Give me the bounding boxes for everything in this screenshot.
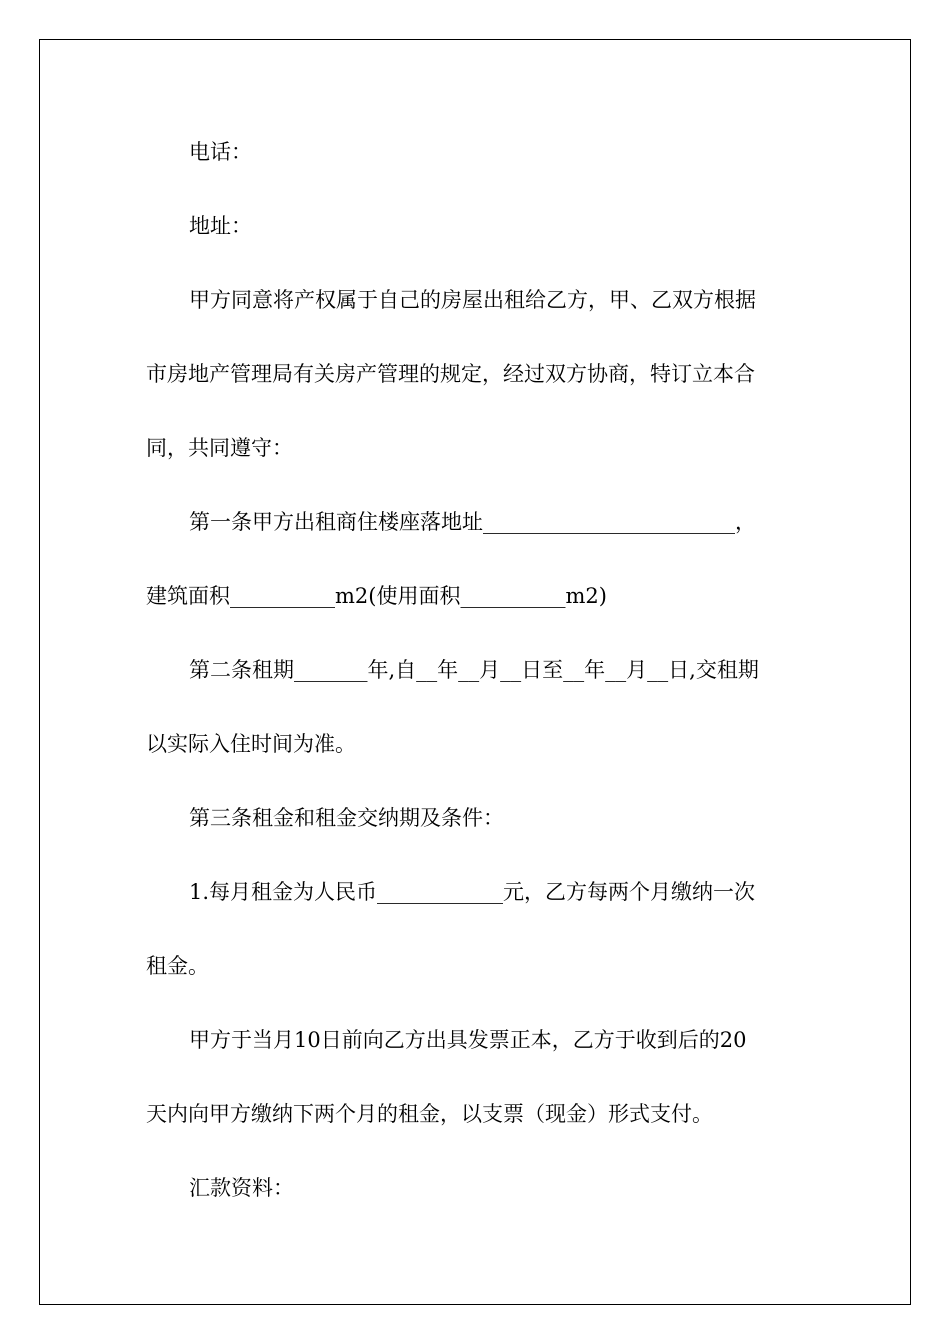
article-2-line-1: 第二条租期_______年,自__年__月__日至__年__月__日,交租期	[189, 658, 759, 682]
intro-paragraph-line-1: 甲方同意将产权属于自己的房屋出租给乙方，甲、乙双方根据	[189, 288, 756, 312]
article-3-heading: 第三条租金和租金交纳期及条件：	[189, 806, 504, 830]
payment-clause-line-2: 天内向甲方缴纳下两个月的租金，以支票（现金）形式支付。	[146, 1102, 713, 1126]
address-label: 地址：	[189, 214, 252, 238]
phone-label: 电话：	[189, 140, 252, 164]
rent-clause-line-2: 租金。	[146, 954, 209, 978]
article-2-line-2: 以实际入住时间为准。	[146, 732, 356, 756]
intro-paragraph-line-2: 市房地产管理局有关房产管理的规定，经过双方协商，特订立本合	[146, 362, 755, 386]
payment-clause-line-1: 甲方于当月10日前向乙方出具发票正本，乙方于收到后的20	[189, 1028, 747, 1052]
article-1-line-2: 建筑面积__________m2(使用面积__________m2)	[146, 584, 607, 608]
remittance-info-label: 汇款资料：	[189, 1176, 294, 1200]
rent-clause-line-1: 1.每月租金为人民币____________元，乙方每两个月缴纳一次	[189, 880, 756, 904]
intro-paragraph-line-3: 同，共同遵守：	[146, 436, 293, 460]
article-1-line-1: 第一条甲方出租商住楼座落地址________________________，	[189, 510, 756, 534]
